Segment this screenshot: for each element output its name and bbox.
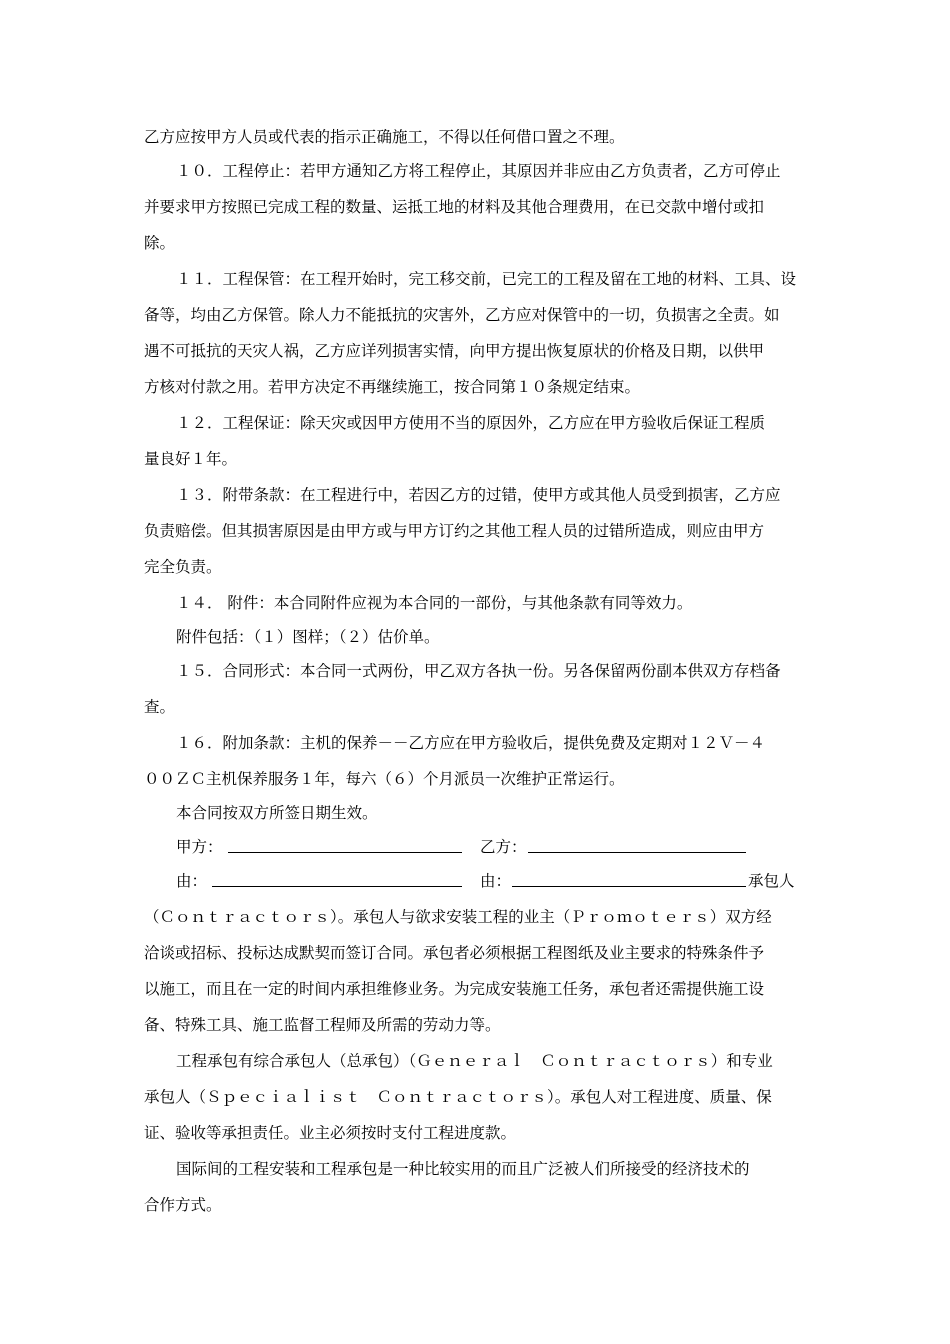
party-b-label: 乙方： [480, 838, 527, 856]
by-a-blank[interactable] [212, 886, 462, 887]
contractor-label: 承包人 [748, 872, 795, 890]
party-b-blank[interactable] [528, 852, 746, 853]
effective-date-line: 本合同按双方所签日期生效。 [176, 804, 378, 822]
text-line: 备、特殊工具、施工监督工程师及所需的劳动力等。 [144, 1016, 501, 1034]
text-line: 承包人（Ｓｐｅｃｉａｌｉｓｔ Ｃｏｎｔｒａｃｔｏｒｓ）。承包人对工程进度、质量、保 [144, 1088, 772, 1106]
text-line: 量良好１年。 [144, 450, 238, 468]
text-line: 查。 [144, 698, 176, 716]
text-line: 负责赔偿。但其损害原因是由甲方或与甲方订约之其他工程人员的过错所造成，则应由甲方 [144, 522, 765, 540]
by-a-label: 由： [176, 872, 208, 890]
clause-14-heading: １４． 附件：本合同附件应视为本合同的一部份，与其他条款有同等效力。 [176, 594, 693, 612]
text-line: 洽谈或招标、投标达成默契而签订合同。承包者必须根据工程图纸及业主要求的特殊条件予 [144, 944, 765, 962]
text-line: ００ＺＣ主机保养服务１年，每六（６）个月派员一次维护正常运行。 [144, 770, 625, 788]
clause-12-heading: １２．工程保证：除天灾或因甲方使用不当的原因外，乙方应在甲方验收后保证工程质 [176, 414, 766, 432]
clause-10-heading: １０．工程停止：若甲方通知乙方将工程停止，其原因并非应由乙方负责者，乙方可停止 [176, 162, 781, 180]
attachments-line: 附件包括：（１）图样；（２）估价单。 [176, 628, 440, 646]
text-line: 完全负责。 [144, 558, 222, 576]
text-line: 除。 [144, 234, 176, 252]
paragraph-start: 国际间的工程安装和工程承包是一种比较实用的而且广泛被人们所接受的经济技术的 [176, 1160, 750, 1178]
text-line: 备等，均由乙方保管。除人力不能抵抗的灾害外，乙方应对保管中的一切，负损害之全责。如 [144, 306, 780, 324]
text-line: 证、验收等承担责任。业主必须按时支付工程进度款。 [144, 1124, 517, 1142]
text-line: 乙方应按甲方人员或代表的指示正确施工，不得以任何借口置之不理。 [144, 128, 625, 146]
clause-16-heading: １６．附加条款：主机的保养－－乙方应在甲方验收后，提供免费及定期对１２Ｖ－４ [176, 734, 766, 752]
paragraph-start: 工程承包有综合承包人（总承包）（Ｇｅｎｅｒａｌ Ｃｏｎｔｒａｃｔｏｒｓ）和专业 [176, 1052, 773, 1070]
clause-15-heading: １５．合同形式：本合同一式两份，甲乙双方各执一份。另各保留两份副本供双方存档备 [176, 662, 781, 680]
text-line: 以施工，而且在一定的时间内承担维修业务。为完成安装施工任务，承包者还需提供施工设 [144, 980, 765, 998]
clause-11-heading: １１．工程保管：在工程开始时，完工移交前，已完工的工程及留在工地的材料、工具、设 [176, 270, 797, 288]
text-line: 合作方式。 [144, 1196, 222, 1214]
text-line: 遇不可抵抗的天灾人祸，乙方应详列损害实情，向甲方提出恢复原状的价格及日期，以供甲 [144, 342, 765, 360]
text-line: （Ｃｏｎｔｒａｃｔｏｒｓ）。承包人与欲求安装工程的业主（Ｐｒｏｍｏｔｅｒｓ）双方经 [144, 908, 772, 926]
text-line: 并要求甲方按照已完成工程的数量、运抵工地的材料及其他合理费用，在已交款中增付或扣 [144, 198, 765, 216]
clause-13-heading: １３．附带条款：在工程进行中，若因乙方的过错，使甲方或其他人员受到损害，乙方应 [176, 486, 781, 504]
text-line: 方核对付款之用。若甲方决定不再继续施工，按合同第１０条规定结束。 [144, 378, 641, 396]
by-b-label: 由： [480, 872, 512, 890]
by-b-blank[interactable] [512, 886, 746, 887]
party-a-blank[interactable] [228, 852, 462, 853]
party-a-label: 甲方： [176, 838, 223, 856]
